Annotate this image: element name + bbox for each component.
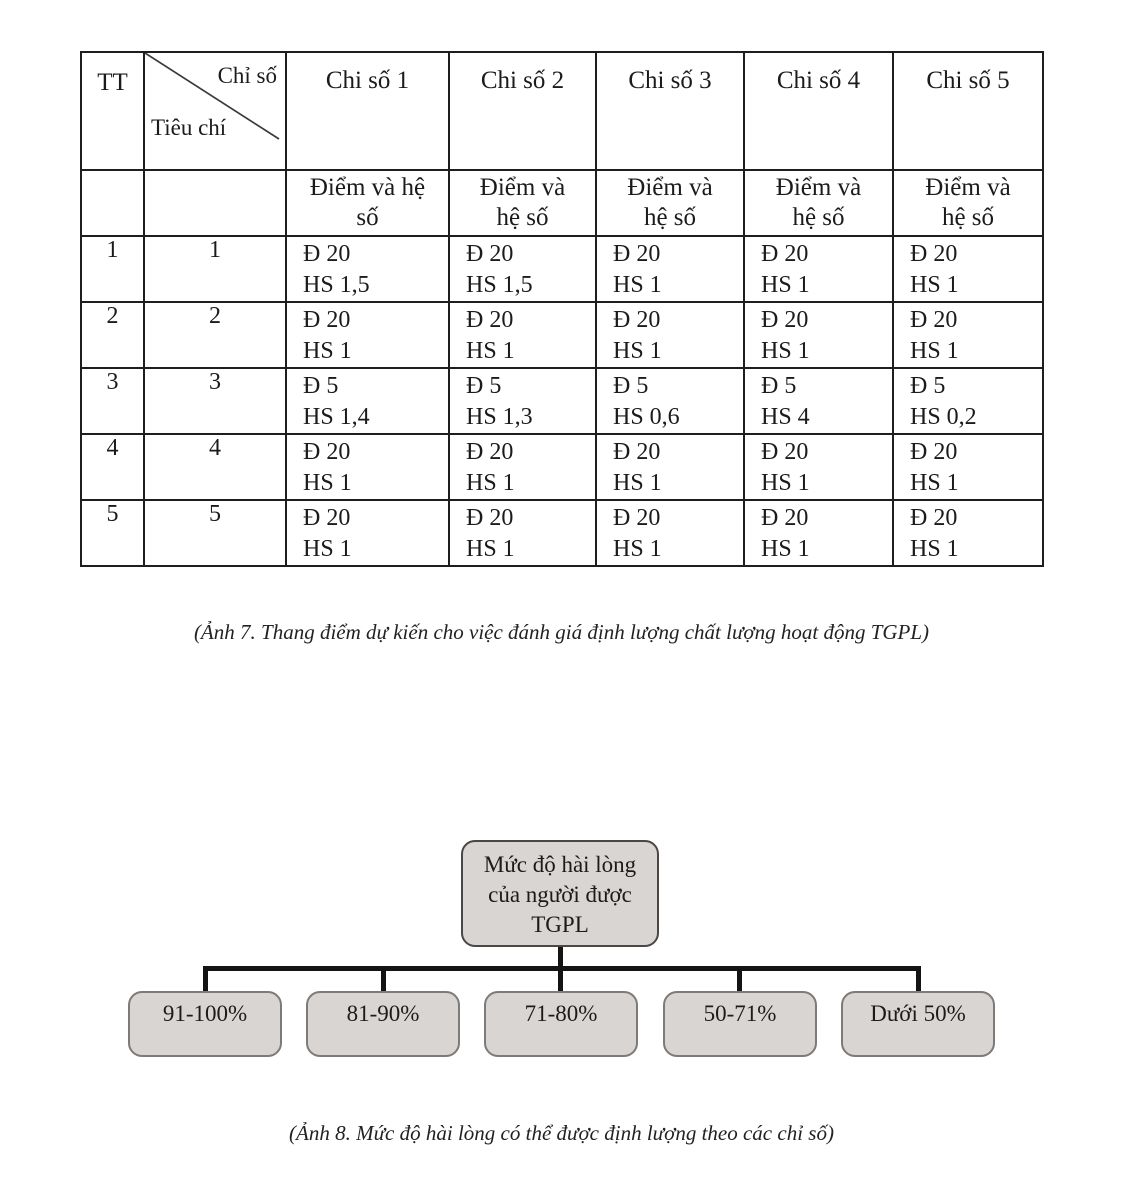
heso-value: HS 1 <box>303 338 352 364</box>
diem-value: Đ 20 <box>761 307 809 333</box>
connector-drop <box>203 966 208 993</box>
score-cell <box>449 500 596 566</box>
heso-value: HS 1,5 <box>466 272 533 298</box>
diem-value: Đ 5 <box>613 373 649 399</box>
table-header-row <box>81 52 1043 170</box>
diem-value: Đ 20 <box>303 439 351 465</box>
row-index: 3 <box>81 368 144 434</box>
diem-value: Đ 20 <box>303 241 351 267</box>
table-subheader-row <box>81 170 1043 236</box>
score-cell <box>286 302 449 368</box>
heso-value: HS 0,6 <box>613 404 680 430</box>
heso-value: HS 1 <box>303 470 352 496</box>
diem-value: Đ 20 <box>303 307 351 333</box>
heso-value: HS 1 <box>761 272 810 298</box>
table-row <box>81 302 1043 368</box>
score-cell <box>449 434 596 500</box>
table-row <box>81 434 1043 500</box>
score-cell <box>893 302 1043 368</box>
figure-7-caption: (Ảnh 7. Thang điểm dự kiến cho việc đánh giá định lượng chất lượng hoạt động TGPL) <box>193 620 930 644</box>
diem-value: Đ 20 <box>466 439 514 465</box>
heso-value: HS 1 <box>613 536 662 562</box>
diem-value: Đ 20 <box>761 439 809 465</box>
connector-stem <box>558 947 563 968</box>
heso-value: HS 1 <box>761 470 810 496</box>
table-row <box>81 368 1043 434</box>
row-tieu-chi: 1 <box>144 236 286 302</box>
diem-value: Đ 20 <box>613 505 661 531</box>
connector-drop <box>381 966 386 993</box>
heso-value: HS 1 <box>466 536 515 562</box>
score-cell <box>596 236 744 302</box>
heso-value: HS 1 <box>761 338 810 364</box>
diem-value: Đ 5 <box>303 373 339 399</box>
diem-value: Đ 20 <box>466 505 514 531</box>
root-box-line: TGPL <box>531 912 589 937</box>
empty-cell <box>81 170 144 236</box>
subheader-cell-1: Điểm và hệ số <box>286 170 449 236</box>
diagram-root-box <box>461 840 659 947</box>
heso-value: HS 1 <box>466 470 515 496</box>
heso-value: HS 1 <box>613 338 662 364</box>
connector-drop <box>558 966 563 993</box>
diagonal-corner-cell <box>144 52 286 170</box>
diagram-range-box-under-50: Dưới 50% <box>841 991 995 1057</box>
diem-value: Đ 20 <box>761 505 809 531</box>
score-cell <box>893 434 1043 500</box>
diem-value: Đ 20 <box>466 307 514 333</box>
heso-value: HS 1 <box>910 338 959 364</box>
diagram-range-box-50-71: 50-71% <box>663 991 817 1057</box>
subheader-cell-5: Điểm và hệ số <box>893 170 1043 236</box>
heso-value: HS 1 <box>910 272 959 298</box>
score-cell <box>286 434 449 500</box>
score-cell <box>596 302 744 368</box>
diagram-range-box-81-90: 81-90% <box>306 991 460 1057</box>
subheader-cell-2: Điểm và hệ số <box>449 170 596 236</box>
diem-value: Đ 20 <box>613 439 661 465</box>
score-cell <box>893 236 1043 302</box>
column-header-3: Chi số 3 <box>596 52 744 170</box>
heso-value: HS 0,2 <box>910 404 977 430</box>
row-tieu-chi: 2 <box>144 302 286 368</box>
column-header-5: Chi số 5 <box>893 52 1043 170</box>
corner-label-chi-so: Chỉ số <box>217 63 277 88</box>
subheader-cell-4: Điểm và hệ số <box>744 170 893 236</box>
heso-value: HS 1,4 <box>303 404 370 430</box>
empty-cell <box>144 170 286 236</box>
diem-value: Đ 5 <box>761 373 797 399</box>
score-cell <box>893 500 1043 566</box>
diem-value: Đ 5 <box>466 373 502 399</box>
diem-value: Đ 20 <box>910 241 958 267</box>
heso-value: HS 1 <box>466 338 515 364</box>
score-cell <box>744 302 893 368</box>
diem-value: Đ 20 <box>613 307 661 333</box>
diem-value: Đ 20 <box>910 505 958 531</box>
score-cell <box>744 236 893 302</box>
row-tieu-chi: 5 <box>144 500 286 566</box>
tt-header: TT <box>81 52 144 170</box>
diagram-range-box-91-100: 91-100% <box>128 991 282 1057</box>
column-header-2: Chi số 2 <box>449 52 596 170</box>
diem-value: Đ 5 <box>910 373 946 399</box>
score-cell <box>744 500 893 566</box>
score-cell <box>596 434 744 500</box>
corner-label-tieu-chi: Tiêu chí <box>151 115 227 140</box>
column-header-1: Chi số 1 <box>286 52 449 170</box>
diem-value: Đ 20 <box>910 439 958 465</box>
heso-value: HS 1 <box>303 536 352 562</box>
connector-drop <box>916 966 921 993</box>
score-cell <box>596 368 744 434</box>
root-box-line: Mức độ hài lòng <box>483 852 637 877</box>
score-cell <box>286 236 449 302</box>
heso-value: HS 1 <box>613 272 662 298</box>
row-index: 1 <box>81 236 144 302</box>
heso-value: HS 4 <box>761 404 810 430</box>
diem-value: Đ 20 <box>466 241 514 267</box>
score-cell <box>449 302 596 368</box>
diem-value: Đ 20 <box>910 307 958 333</box>
heso-value: HS 1,5 <box>303 272 370 298</box>
row-tieu-chi: 3 <box>144 368 286 434</box>
diem-value: Đ 20 <box>613 241 661 267</box>
diagram-range-box-71-80: 71-80% <box>484 991 638 1057</box>
heso-value: HS 1 <box>761 536 810 562</box>
row-index: 4 <box>81 434 144 500</box>
score-cell <box>744 368 893 434</box>
diem-value: Đ 20 <box>761 241 809 267</box>
heso-value: HS 1 <box>910 536 959 562</box>
figure-8-caption: (Ảnh 8. Mức độ hài lòng có thể được định lượng theo các chỉ số) <box>289 1121 834 1145</box>
heso-value: HS 1 <box>910 470 959 496</box>
connector-drop <box>737 966 742 993</box>
heso-value: HS 1 <box>613 470 662 496</box>
table-row <box>81 500 1043 566</box>
row-index: 2 <box>81 302 144 368</box>
score-cell <box>449 236 596 302</box>
column-header-4: Chi số 4 <box>744 52 893 170</box>
subheader-cell-3: Điểm và hệ số <box>596 170 744 236</box>
diem-value: Đ 20 <box>303 505 351 531</box>
score-cell <box>286 368 449 434</box>
root-box-line: của người được <box>488 882 632 907</box>
row-tieu-chi: 4 <box>144 434 286 500</box>
table-row <box>81 236 1043 302</box>
score-cell <box>744 434 893 500</box>
score-cell <box>596 500 744 566</box>
row-index: 5 <box>81 500 144 566</box>
score-cell <box>893 368 1043 434</box>
heso-value: HS 1,3 <box>466 404 533 430</box>
score-cell <box>286 500 449 566</box>
score-table <box>80 51 1044 567</box>
score-cell <box>449 368 596 434</box>
